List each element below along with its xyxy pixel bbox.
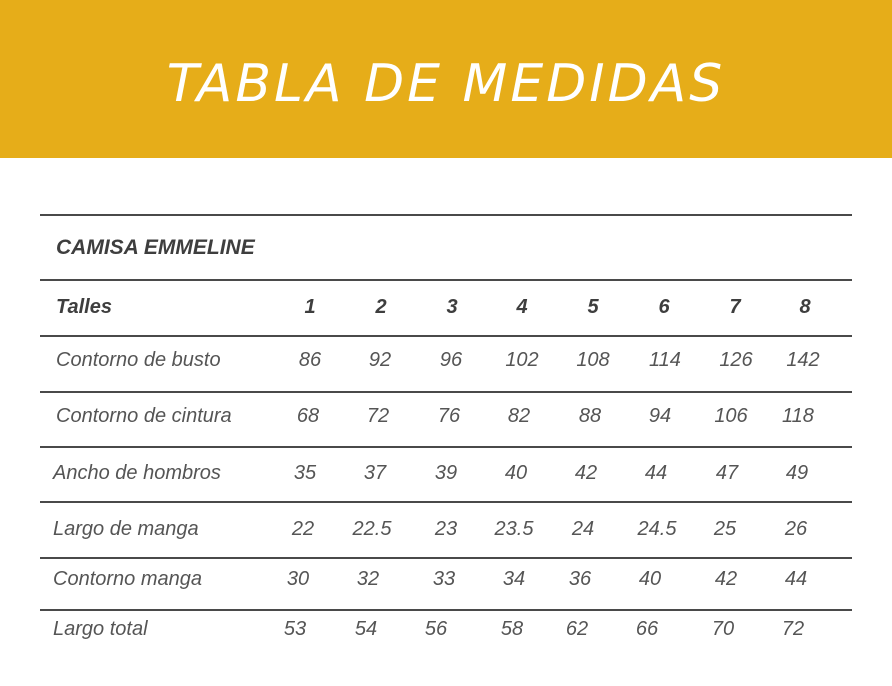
table-cell: 39 — [434, 462, 458, 484]
table-cell: 44 — [644, 462, 668, 484]
table-cell: 56 — [424, 618, 448, 640]
table-cell: 118 — [782, 405, 814, 427]
size-header: 8 — [799, 296, 811, 318]
table-cell: 42 — [574, 462, 598, 484]
table-cell: 23 — [434, 518, 458, 540]
table-cell: 76 — [437, 405, 461, 427]
table-cell: 37 — [363, 462, 387, 484]
table-cell: 24 — [571, 518, 595, 540]
table-cell: 106 — [714, 405, 748, 427]
table-cell: 88 — [578, 405, 602, 427]
table-cell: 62 — [565, 618, 589, 640]
table-cell: 53 — [283, 618, 307, 640]
table-cell: 42 — [714, 568, 738, 590]
table-cell: 34 — [502, 568, 526, 590]
table-divider — [40, 391, 852, 393]
size-header: 7 — [729, 296, 741, 318]
size-header: 6 — [658, 296, 670, 318]
table-cell: 22.5 — [352, 518, 392, 540]
table-divider — [40, 501, 852, 503]
table-divider — [40, 446, 852, 448]
table-row — [40, 618, 852, 648]
table-row — [40, 518, 852, 548]
table-cell: 92 — [368, 349, 392, 371]
page-title: TABLA DE MEDIDAS — [166, 54, 726, 114]
table-cell: 142 — [786, 349, 820, 371]
table-cell: 49 — [785, 462, 809, 484]
table-cell: 22 — [291, 518, 315, 540]
table-cell: 30 — [286, 568, 310, 590]
table-cell: 72 — [781, 618, 805, 640]
table-cell: 70 — [711, 618, 735, 640]
table-cell: 114 — [649, 349, 681, 371]
size-header: 3 — [446, 296, 458, 318]
table-cell: 47 — [715, 462, 739, 484]
table-cell: 54 — [354, 618, 378, 640]
table-cell: 36 — [568, 568, 592, 590]
table-cell: 82 — [507, 405, 531, 427]
table-cell: 26 — [784, 518, 808, 540]
header-label: Talles — [56, 296, 112, 318]
table-cell: 102 — [505, 349, 539, 371]
table-cell: 86 — [298, 349, 322, 371]
table-divider — [40, 557, 852, 559]
table-cell: 126 — [719, 349, 753, 371]
row-label: Contorno de cintura — [56, 405, 232, 427]
table-row — [40, 462, 852, 492]
table-cell: 40 — [504, 462, 528, 484]
table-cell: 33 — [432, 568, 456, 590]
table-cell: 35 — [293, 462, 317, 484]
table-cell: 32 — [356, 568, 380, 590]
table-cell: 72 — [366, 405, 390, 427]
table-divider — [40, 609, 852, 611]
row-label: Contorno de busto — [56, 349, 221, 371]
table-cell: 58 — [500, 618, 524, 640]
table-cell: 24.5 — [637, 518, 677, 540]
row-label: Contorno manga — [53, 568, 202, 590]
table-cell: 25 — [713, 518, 737, 540]
table-row — [40, 405, 852, 435]
size-header: 5 — [587, 296, 599, 318]
table-cell: 23.5 — [494, 518, 534, 540]
table-cell: 44 — [784, 568, 808, 590]
table-cell: 94 — [648, 405, 672, 427]
table-divider — [40, 335, 852, 337]
row-label: Largo de manga — [53, 518, 199, 540]
table-divider — [40, 279, 852, 281]
row-label: Largo total — [53, 618, 148, 640]
size-header: 2 — [375, 296, 387, 318]
table-row — [40, 349, 852, 379]
table-divider — [40, 214, 852, 216]
table-cell: 108 — [576, 349, 610, 371]
table-cell: 68 — [296, 405, 320, 427]
table-row — [40, 568, 852, 598]
table-header-row — [40, 296, 852, 326]
table-cell: 96 — [439, 349, 463, 371]
row-label: Ancho de hombros — [53, 462, 221, 484]
table-cell: 40 — [638, 568, 662, 590]
product-name: CAMISA EMMELINE — [56, 236, 255, 259]
table-cell: 66 — [635, 618, 659, 640]
title-banner — [0, 0, 892, 158]
size-header: 1 — [304, 296, 316, 318]
size-header: 4 — [516, 296, 528, 318]
